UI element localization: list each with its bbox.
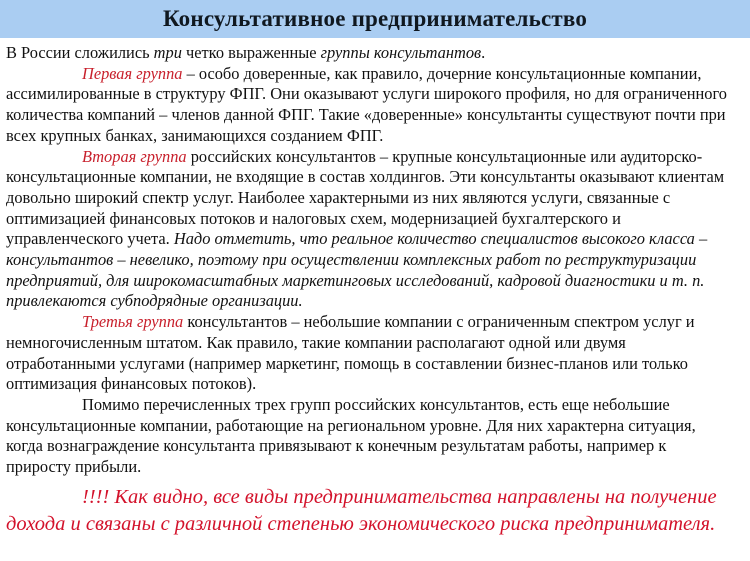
emphasis-text: привлекаются субподрядные организации. bbox=[6, 291, 303, 311]
text-segment: оптимизация финансовых потоков). bbox=[6, 374, 257, 394]
emphasis-text: консультантов – невелико, поэтому при осуществлении комплексных работ по реструктуризации bbox=[6, 250, 697, 270]
conclusion-line: дохода и связаны с различной степенью экономического риска предпринимателя. bbox=[6, 513, 716, 535]
text-segment: В России сложились bbox=[6, 43, 154, 62]
text-line bbox=[6, 374, 746, 395]
group-heading: Первая группа bbox=[82, 63, 183, 83]
slide-title: Консультативное предпринимательство bbox=[162, 6, 588, 31]
body-text bbox=[6, 43, 746, 478]
text-segment: количества компаний – членов данной ФПГ. Такие «доверенные» консультанты существуют почти при bbox=[6, 105, 726, 125]
text-line bbox=[6, 457, 746, 478]
text-segment: всех крупных банках, занимающихся созданием ФПГ. bbox=[6, 125, 384, 145]
title-bar bbox=[0, 0, 750, 38]
text-line bbox=[6, 333, 746, 354]
text-segment: консультационные компании, работающие на региональном уровне. Для них характерна ситуация, bbox=[6, 415, 696, 435]
text-line bbox=[6, 84, 746, 105]
text-segment: Помимо перечисленных трех групп российских консультантов, есть еще небольшие bbox=[82, 394, 670, 414]
group-heading: Вторая группа bbox=[82, 146, 187, 166]
text-segment: довольно широкий спектр услуг. Наиболее характерными из них являются услуги, связанные с bbox=[6, 187, 671, 207]
text-line bbox=[6, 209, 746, 230]
text-line bbox=[6, 436, 746, 457]
text-line bbox=[6, 188, 746, 209]
text-segment: немногочисленным штатом. Как правило, такие компании располагают одной или двумя bbox=[6, 332, 626, 352]
text-line bbox=[6, 395, 746, 416]
text-line bbox=[6, 105, 746, 126]
emphasis-text: три bbox=[153, 43, 182, 62]
text-segment: . bbox=[481, 43, 486, 62]
emphasis-text: группы консультантов bbox=[320, 43, 482, 62]
text-line bbox=[6, 271, 746, 292]
text-segment: четко выраженные bbox=[181, 43, 321, 62]
text-line bbox=[6, 250, 746, 271]
text-line bbox=[6, 229, 746, 250]
text-line bbox=[6, 291, 746, 312]
emphasis-text: предприятий, для широкомасштабных маркетинговых исследований, кадровой диагностики и т. п. bbox=[6, 270, 705, 290]
text-segment: управленческого учета. bbox=[6, 229, 174, 249]
text-segment: приросту прибыли. bbox=[6, 457, 142, 477]
text-segment: отработанными услугами (например маркетинг, помощь в составлении бизнес-планов или только bbox=[6, 353, 688, 373]
text-line bbox=[6, 312, 746, 333]
text-line bbox=[6, 354, 746, 375]
text-segment: российских консультантов – крупные консультационные или аудиторско- bbox=[186, 146, 703, 166]
conclusion-line: !!!! Как видно, все виды предпринимательства направлены на получение bbox=[82, 486, 717, 508]
text-segment: – особо доверенные, как правило, дочерние консультационные компании, bbox=[182, 63, 702, 83]
text-line bbox=[6, 147, 746, 168]
emphasis-text: Надо отметить, что реальное количество специалистов высокого класса – bbox=[173, 229, 708, 249]
text-line bbox=[6, 167, 746, 188]
text-line bbox=[6, 126, 746, 147]
text-segment: ассимилированные в структуру ФПГ. Они оказывают услуги широкого профиля, но для ограниченного bbox=[6, 84, 728, 104]
text-line bbox=[6, 43, 746, 64]
text-segment: оптимизацией финансовых потоков и налоговых схем, модернизацией бухгалтерского и bbox=[6, 208, 621, 228]
text-segment: консультационные компании, не входящие в состав холдингов. Эти консультанты оказывают клиентам bbox=[6, 167, 725, 187]
text-line bbox=[6, 64, 746, 85]
text-segment: консультантов – небольшие компании с ограниченным спектром услуг и bbox=[183, 312, 695, 332]
text-segment: когда вознаграждение консультанта привязывают к конечным результатам работы, например к bbox=[6, 436, 667, 456]
group-heading: Третья группа bbox=[82, 312, 184, 332]
text-line bbox=[6, 416, 746, 437]
conclusion-text bbox=[6, 484, 750, 538]
